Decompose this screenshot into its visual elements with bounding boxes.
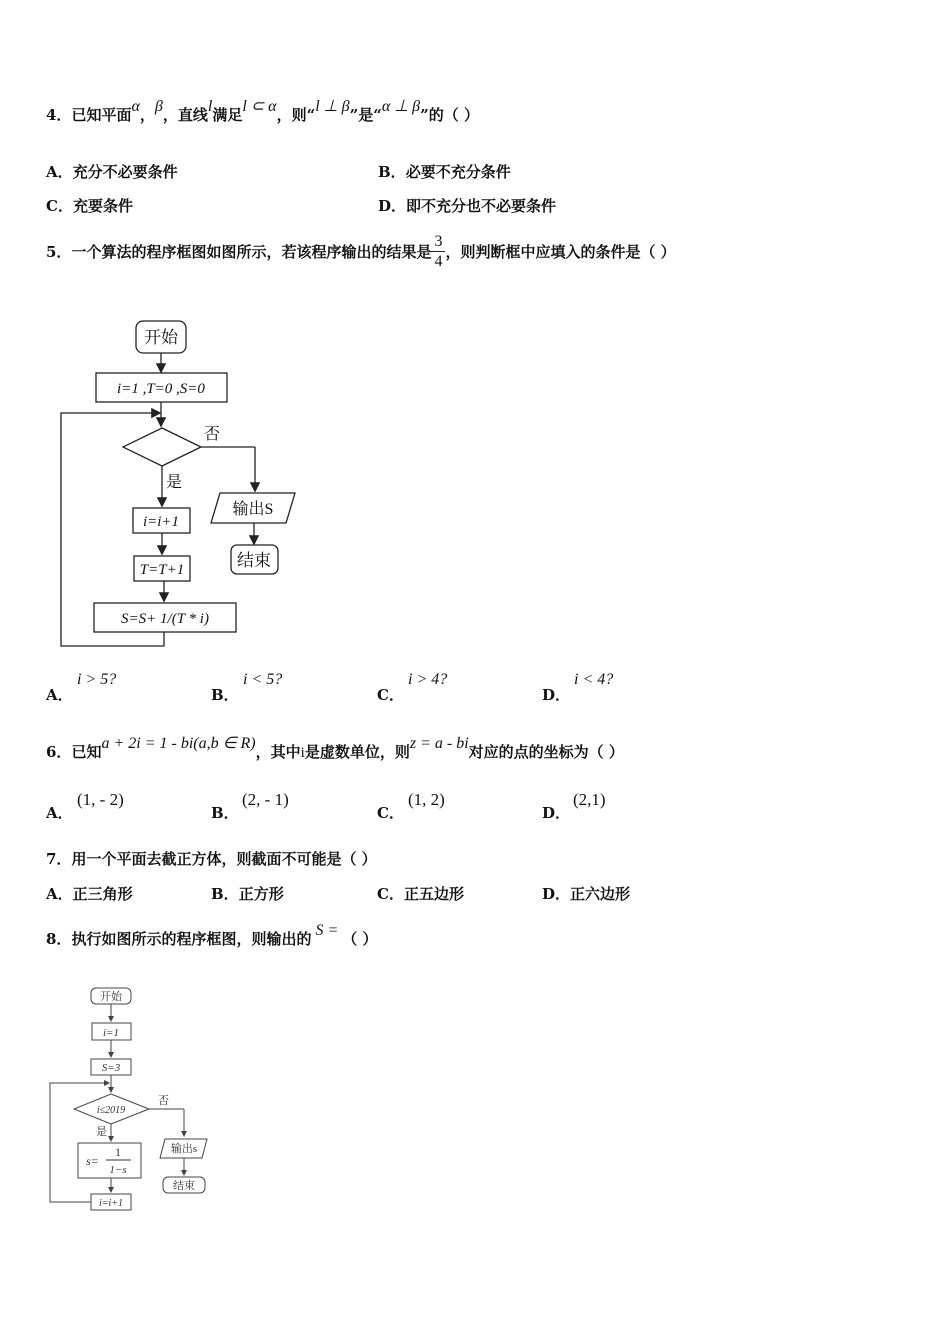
q6-text-4: 对应的点的坐标为（ ） xyxy=(468,743,624,761)
q8-s-expr: S = xyxy=(315,922,339,939)
q7-option-b[interactable]: B．正方形 xyxy=(211,885,284,903)
q5-option-b[interactable]: B． xyxy=(211,686,239,704)
q5-option-a-expr: i > 5? xyxy=(77,671,117,688)
q5-option-c[interactable]: C． xyxy=(377,686,404,704)
q8-number: 8． xyxy=(46,930,72,948)
q4-condition: l ⊂ α xyxy=(242,98,277,115)
q5-option-d-expr: i < 4? xyxy=(574,671,614,688)
q8-start-label: 开始 xyxy=(100,991,122,1003)
q5-text-1: 一个算法的程序框图如图所示，若该程序输出的结果是 xyxy=(71,243,432,261)
q8-init-s-label: S=3 xyxy=(101,1062,121,1074)
q5-option-b-expr: i < 5? xyxy=(243,671,283,688)
q7-option-c[interactable]: C．正五边形 xyxy=(377,885,464,903)
q6-option-d-expr: (2,1) xyxy=(573,790,606,809)
q6-option-a-expr: (1, - 2) xyxy=(77,790,124,809)
q6-option-b-expr: (2, - 1) xyxy=(242,790,289,809)
q6-equation: a + 2i = 1 - bi xyxy=(101,735,194,752)
q5-step2-label: T=T+1 xyxy=(139,562,185,578)
question-5 xyxy=(46,232,676,271)
q8-incr-label: i=i+1 xyxy=(98,1198,124,1209)
q5-end-label: 结束 xyxy=(237,551,271,570)
q7-text: 用一个平面去截正方体，则截面不可能是（ ） xyxy=(71,850,377,868)
q4-text-2: ，直线 xyxy=(162,106,208,124)
q7-option-d[interactable]: D．正六边形 xyxy=(542,885,631,903)
q5-text-2: ，则判断框中应填入的条件是（ ） xyxy=(445,243,676,261)
q6-option-a[interactable]: A． xyxy=(46,804,73,822)
q4-text-1: 已知平面 xyxy=(71,106,132,124)
q6-option-b[interactable]: B． xyxy=(211,804,239,822)
q7-number: 7． xyxy=(46,850,72,868)
question-6 xyxy=(46,735,624,762)
q6-z-expr: z = a - bi xyxy=(409,735,469,752)
q4-option-b[interactable]: B．必要不充分条件 xyxy=(378,163,511,181)
q4-alpha: α xyxy=(131,98,140,115)
q5-init-label: i=1 ,T=0 ,S=0 xyxy=(117,381,205,397)
q5-fraction: $\frac{3}{4}$ xyxy=(431,232,445,271)
q6-text-3: 是虚数单位，则 xyxy=(304,743,410,761)
q4-statement-1: l ⊥ β xyxy=(315,98,350,115)
q5-step1-label: i=i+1 xyxy=(142,514,180,530)
q8-cond-label: i≤2019 xyxy=(96,1105,126,1116)
question-7 xyxy=(46,848,377,869)
q4-option-d[interactable]: D．即不充分也不必要条件 xyxy=(378,197,557,215)
q5-yes-label: 是 xyxy=(166,474,183,491)
q6-text-2: ，其中 xyxy=(255,743,301,761)
q8-assign-lhs: s= xyxy=(86,1154,99,1168)
q6-text-1: 已知 xyxy=(71,743,102,761)
q8-no-label: 否 xyxy=(158,1095,169,1107)
q4-text-3: 满足 xyxy=(212,106,243,124)
question-4 xyxy=(46,98,480,125)
q6-imag-unit: i xyxy=(300,745,305,761)
q8-end-label: 结束 xyxy=(173,1180,195,1192)
q7-option-a[interactable]: A．正三角形 xyxy=(46,885,133,903)
q5-option-a[interactable]: A． xyxy=(46,686,73,704)
q8-text-1: 执行如图所示的程序框图，则输出的 xyxy=(71,930,312,948)
q8-output-label: 输出s xyxy=(170,1143,198,1155)
q4-beta: β xyxy=(154,98,163,115)
q6-option-d[interactable]: D． xyxy=(542,804,571,822)
q4-text-4: ，则“ xyxy=(276,106,316,124)
q5-number: 5． xyxy=(46,243,72,261)
q8-init-i-label: i=1 xyxy=(103,1027,119,1039)
q8-assign-den: 1−s xyxy=(109,1164,127,1176)
q4-option-a[interactable]: A．充分不必要条件 xyxy=(46,163,178,181)
q5-output-label: 输出S xyxy=(232,501,274,518)
q4-number: 4． xyxy=(46,106,72,124)
q6-option-c[interactable]: C． xyxy=(377,804,404,822)
q5-start-label: 开始 xyxy=(144,328,178,347)
q4-option-c[interactable]: C．充要条件 xyxy=(46,197,133,215)
q5-flowchart xyxy=(55,315,315,660)
q4-statement-2: α ⊥ β xyxy=(381,98,421,115)
q4-text-5: ”是“ xyxy=(349,106,382,124)
q5-decision-diamond xyxy=(123,428,201,466)
q5-step3-label: S=S+ 1/(T * i) xyxy=(121,611,209,627)
q6-number: 6． xyxy=(46,743,72,761)
q8-yes-label: 是 xyxy=(96,1126,107,1138)
q8-text-2: （ ） xyxy=(342,930,378,948)
q8-flowchart xyxy=(44,983,224,1218)
q4-line-l: l xyxy=(207,98,213,115)
question-8 xyxy=(46,922,378,949)
q8-assign-num: 1 xyxy=(115,1145,121,1159)
q6-condition: (a,b ∈ R) xyxy=(193,735,256,752)
q5-option-c-expr: i > 4? xyxy=(408,671,448,688)
q5-no-label: 否 xyxy=(204,426,221,443)
q5-option-d[interactable]: D． xyxy=(542,686,571,704)
q4-comma: ， xyxy=(139,106,155,124)
q4-text-6: ”的（ ） xyxy=(420,106,480,124)
q6-option-c-expr: (1, 2) xyxy=(408,790,445,809)
